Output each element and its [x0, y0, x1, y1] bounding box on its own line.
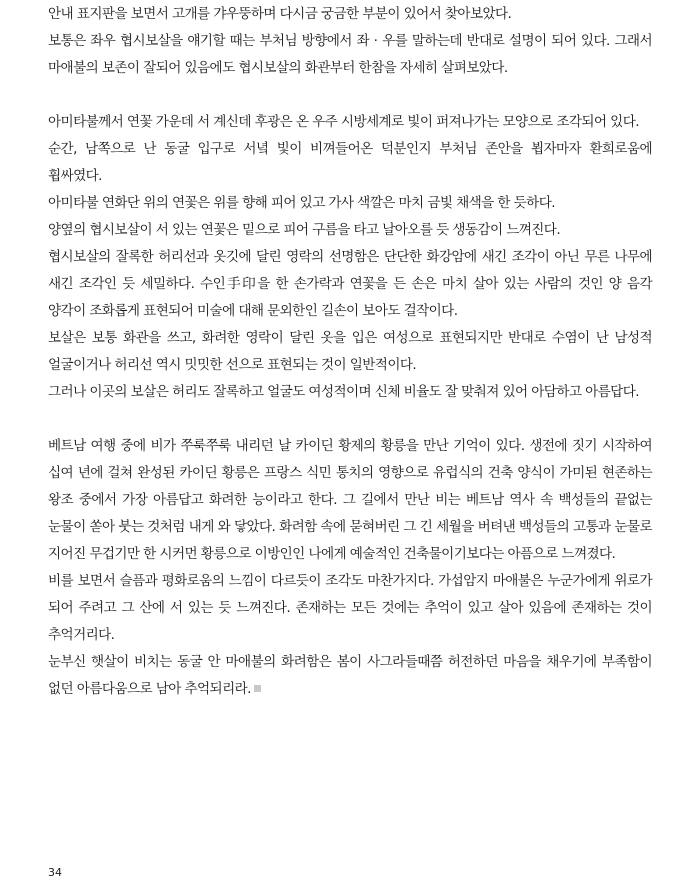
paragraph: 보살은 보통 화관을 쓰고, 화려한 영락이 달린 옷을 입은 여성으로 표현되지만 반대로 수염이 난 남성적 얼굴이거나 허리선 역시 밋밋한 선으로 표현되는 것이 일반적이다.	[48, 330, 652, 373]
last-paragraph-text: 눈부신 햇살이 비치는 동굴 안 마애불의 화려함은 봄이 사그라들때쯤 허전하던 마음을 채우기에 부족함이 없던 아름다움으로 남아 추억되리라.	[48, 654, 652, 697]
paragraph: 그러나 이곳의 보살은 허리도 잘록하고 얼굴도 여성적이며 신체 비율도 잘 맞춰져 있어 아담하고 아름답다.	[48, 384, 639, 400]
paragraph: 보통은 좌우 협시보살을 얘기할 때는 부처님 방향에서 좌 · 우를 말하는데 반대로 설명이 되어 있다. 그래서 마애불의 보존이 잘되어 있음에도 협시보살의 화관부터 한참을 자세히 살펴보았다.	[48, 33, 652, 76]
document-body	[48, 0, 652, 703]
paragraph: 아미타불 연화단 위의 연꽃은 위를 향해 피어 있고 가사 색깔은 마치 금빛 채색을 한 듯하다.	[48, 195, 555, 211]
page-number: 34	[48, 866, 62, 879]
end-mark-icon	[254, 685, 261, 692]
paragraph: 비를 보면서 슬픔과 평화로움의 느낌이 다르듯이 조각도 마찬가지다. 가섭암지 마애불은 누군가에게 위로가 되어 주려고 그 산에 서 있는 듯 느껴진다. 존재하는 모든 것에는 추억이 있고 살아 있음에 존재하는 것이 추억거리다.	[48, 573, 652, 643]
paragraph: 베트남 여행 중에 비가 쭈룩쭈룩 내리던 날 카이딘 황제의 황릉을 만난 기억이 있다. 생전에 짓기 시작하여 십여 년에 걸쳐 완성된 카이딘 황릉은 프랑스 식민 통치의 영향으로 유럽식의 건축 양식이 가미된 현존하는 왕조 중에서 가장 아름답고 화려한 능이라고 한다. 그 길에서 만난 비는 베트남 역사 속 백성들의 끝없는 눈물이 쏟아 붓는 것처럼 내게 와 닿았다. 화려함 속에 묻혀버린 그 긴 세월을 버텨낸 백성들의 고통과 눈물로 지어진 무겁기만 한 시커먼 황릉으로 이방인인 나에게 예술적인 건축물이기보다는 아픔으로 느껴졌다.	[48, 438, 652, 562]
paragraph: 안내 표지판을 보면서 고개를 갸우뚱하며 다시금 궁금한 부분이 있어서 찾아보았다.	[48, 6, 512, 22]
paragraph: 협시보살의 잘록한 허리선과 옷깃에 달린 영락의 선명함은 단단한 화강암에 새긴 조각이 아닌 무른 나무에 새긴 조각인 듯 세밀하다. 수인手印을 한 손가락과 연꽃을 든 손은 마치 살아 있는 사람의 것인 양 음각 양각이 조화롭게 표현되어 미술에 대해 문외한인 길손이 보아도 걸작이다.	[48, 249, 652, 319]
paragraph: 순간, 남쪽으로 난 동굴 입구로 서녘 빛이 비껴들어온 덕분인지 부처님 존안을 뵙자마자 환희로움에 휩싸였다.	[48, 141, 652, 184]
section-gap	[48, 82, 652, 109]
last-paragraph	[48, 649, 652, 703]
section-gap	[48, 406, 652, 433]
paragraph: 양옆의 협시보살이 서 있는 연꽃은 밑으로 피어 구름을 타고 날아오를 듯 생동감이 느껴진다.	[48, 222, 561, 238]
paragraph: 아미타불께서 연꽃 가운데 서 계신데 후광은 온 우주 시방세계로 빛이 퍼져나가는 모양으로 조각되어 있다.	[48, 114, 639, 130]
